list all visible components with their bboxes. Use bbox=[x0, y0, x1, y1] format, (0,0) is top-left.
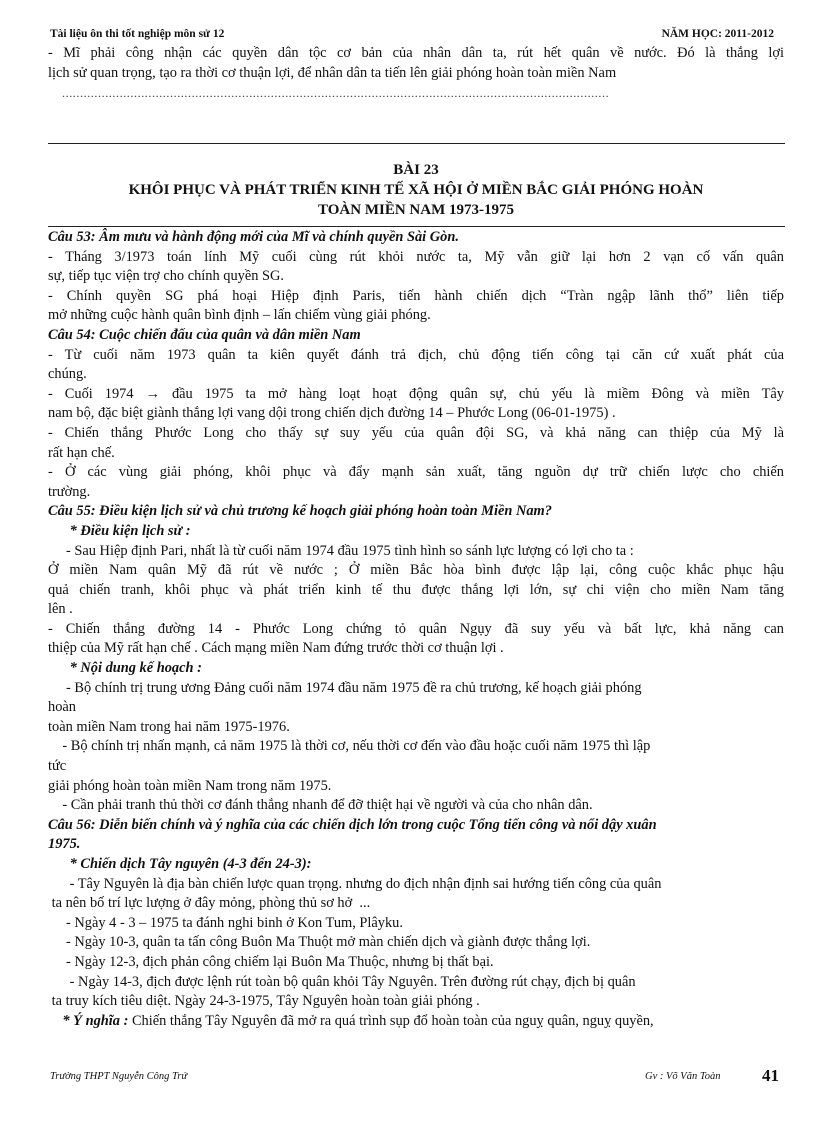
paragraph-line: - Chiến thắng đường 14 - Phước Long chứng tỏ quân Ngụy đã suy yếu và bất lực, khả năng can bbox=[48, 620, 784, 637]
question-heading: 1975. bbox=[48, 836, 81, 853]
paragraph-line: Ở miền Nam quân Mỹ đã rút về nước ; Ở miền Bắc hòa bình được lập lại, công cuộc khắc phục hậu bbox=[48, 562, 784, 579]
paragraph-line: trường. bbox=[48, 483, 91, 500]
lesson-number: BÀI 23 bbox=[393, 162, 439, 178]
paragraph-line: hoàn bbox=[48, 699, 76, 716]
paragraph-line: toàn miền Nam trong hai năm 1975-1976. bbox=[48, 718, 290, 735]
paragraph-line: thiệp của Mỹ rất hạn chế . Cách mạng miền Nam đứng trước thời cơ thuận lợi . bbox=[48, 640, 504, 657]
paragraph-line: - Cần phải tranh thủ thời cơ đánh thắng nhanh để đỡ thiệt hại về người và của cho nhân dân. bbox=[48, 797, 593, 814]
paragraph-line: - Bộ chính trị trung ương Đảng cuối năm 1974 đầu năm 1975 đề ra chủ trương, kế hoạch giải phóng bbox=[48, 679, 642, 696]
paragraph-line: - Tây Nguyên là địa bàn chiến lược quan trọng. nhưng do địch nhận định sai hướng tiến công của quân bbox=[48, 875, 662, 892]
subheading: * Điều kiện lịch sử : bbox=[48, 522, 191, 539]
question-heading: Câu 56: Diễn biến chính và ý nghĩa của các chiến dịch lớn trong cuộc Tổng tiến công và nổi dậy xuân bbox=[48, 816, 657, 833]
page-number: 41 bbox=[762, 1066, 779, 1085]
paragraph-line: quả chiến tranh, khôi phục và phát triển kinh tế thu được thắng lợi lớn, sự chi viện cho miền Nam tăng bbox=[48, 581, 784, 598]
paragraph-line: lên . bbox=[48, 601, 73, 618]
paragraph-line: - Ở các vùng giải phóng, khôi phục và đẩy mạnh sản xuất, tăng nguồn dự trữ chiến lược cho chiến bbox=[48, 464, 784, 481]
paragraph-line: sự, tiếp tục viện trợ cho chính quyền SG. bbox=[48, 268, 285, 285]
subheading: * Chiến dịch Tây nguyên (4-3 đến 24-3): bbox=[48, 856, 312, 872]
paragraph-line: giải phóng hoàn toàn miền Nam trong năm 1975. bbox=[48, 777, 332, 794]
paragraph-line: - Cuối 1974 → đầu 1975 ta mở hàng loạt hoạt động quân sự, chủ yếu là miềm Đông và miền Tây bbox=[48, 385, 784, 402]
paragraph-line: - Ngày 12-3, địch phản công chiếm lại Buôn Ma Thuộc, nhưng bị thất bại. bbox=[48, 953, 494, 970]
header-school-year: NĂM HỌC: 2011-2012 bbox=[661, 28, 774, 40]
lesson-title-line: TOÀN MIỀN NAM 1973-1975 bbox=[318, 202, 514, 218]
paragraph-line: chúng. bbox=[48, 366, 87, 383]
paragraph-line: - Ngày 4 - 3 – 1975 ta đánh nghi binh ở Kon Tum, Plâyku. bbox=[48, 914, 403, 931]
dotted-separator: ........................................................................................................................................................ bbox=[62, 86, 610, 100]
header-title: Tài liệu ôn thi tốt nghiệp môn sử 12 bbox=[50, 28, 225, 40]
footer-teacher: Gv : Võ Văn Toàn bbox=[645, 1071, 721, 1082]
paragraph-line: - Bộ chính trị nhấn mạnh, cả năm 1975 là thời cơ, nếu thời cơ đến vào đầu hoặc cuối năm 1975 thì lập bbox=[48, 738, 651, 755]
question-heading: Câu 55: Điều kiện lịch sử và chủ trương kế hoạch giải phóng hoàn toàn Miền Nam? bbox=[48, 503, 552, 520]
paragraph-line: - Ngày 10-3, quân ta tấn công Buôn Ma Thuột mở màn chiến dịch và giành được thắng lợi. bbox=[48, 934, 591, 951]
lesson-title bbox=[48, 160, 784, 220]
paragraph-line: - Tháng 3/1973 toán lính Mỹ cuối cùng rút khỏi nước ta, Mỹ vẫn giữ lại hơn 2 vạn cố vấn quân bbox=[48, 248, 784, 265]
paragraph-line: nam bộ, đặc biệt giành thắng lợi vang dội trong chiến dịch đường 14 – Phước Long (06-01-1975) . bbox=[48, 405, 616, 422]
paragraph-line: - Ngày 14-3, địch được lệnh rút toàn bộ quân khỏi Tây Nguyên. Trên đường rút chạy, địch bị quân bbox=[48, 973, 636, 990]
paragraph-line: - Sau Hiệp định Pari, nhất là từ cuối năm 1974 đầu 1975 tình hình so sánh lực lượng có lợi cho ta : bbox=[48, 542, 634, 559]
paragraph-line: lịch sử quan trọng, tạo ra thời cơ thuận lợi, để nhân dân ta tiến lên giải phóng hoàn toàn miền Nam bbox=[48, 64, 617, 81]
question-heading: Câu 53: Âm mưu và hành động mới của Mĩ và chính quyền Sài Gòn. bbox=[48, 229, 459, 245]
paragraph-line: - Chính quyền SG phá hoại Hiệp định Paris, tiến hành chiến dịch “Tràn ngập lãnh thổ” liên tiếp bbox=[48, 287, 784, 304]
lesson-content bbox=[48, 228, 784, 1031]
paragraph-line: - Mĩ phải công nhận các quyền dân tộc cơ bản của nhân dân ta, rút hết quân về nước. Đó là thắng lợi bbox=[48, 45, 784, 61]
paragraph-line: - Từ cuối năm 1973 quân ta kiên quyết đánh trả địch, chủ động tiến công tại căn cứ xuất phát của bbox=[48, 346, 784, 363]
subheading: * Nội dung kế hoạch : bbox=[48, 660, 202, 677]
footer-school: Trường THPT Nguyễn Công Trứ bbox=[50, 1071, 188, 1082]
meaning-text: Chiến thắng Tây Nguyên đã mở ra quá trình sụp đổ hoàn toàn của nguỵ quân, nguỵ quyền, bbox=[128, 1012, 654, 1029]
meaning-label: * Ý nghĩa : bbox=[48, 1012, 129, 1029]
meaning-line bbox=[48, 1012, 784, 1032]
paragraph-line: tức bbox=[48, 758, 67, 775]
top-paragraph bbox=[48, 44, 784, 83]
paragraph-line: rất hạn chế. bbox=[48, 444, 115, 461]
paragraph-line: mở những cuộc hành quân bình định – lấn chiếm vùng giải phóng. bbox=[48, 307, 431, 324]
question-heading: Câu 54: Cuộc chiến đấu của quân và dân miền Nam bbox=[48, 326, 361, 343]
section-divider bbox=[48, 143, 785, 144]
paragraph-line: - Chiến thắng Phước Long cho thấy sự suy yếu của quân đội SG, và khả năng can thiệp của Mỹ là bbox=[48, 424, 784, 441]
lesson-title-line: KHÔI PHỤC VÀ PHÁT TRIỂN KINH TẾ XÃ HỘI Ở MIỀN BẮC GIẢI PHÓNG HOÀN bbox=[128, 182, 704, 198]
title-underline bbox=[48, 226, 785, 227]
paragraph-line: ta truy kích tiêu diệt. Ngày 24-3-1975, Tây Nguyên hoàn toàn giải phóng . bbox=[48, 993, 480, 1010]
paragraph-line: ta nên bố trí lực lượng ở đây mỏng, phòng thủ sơ hở ... bbox=[48, 895, 371, 912]
